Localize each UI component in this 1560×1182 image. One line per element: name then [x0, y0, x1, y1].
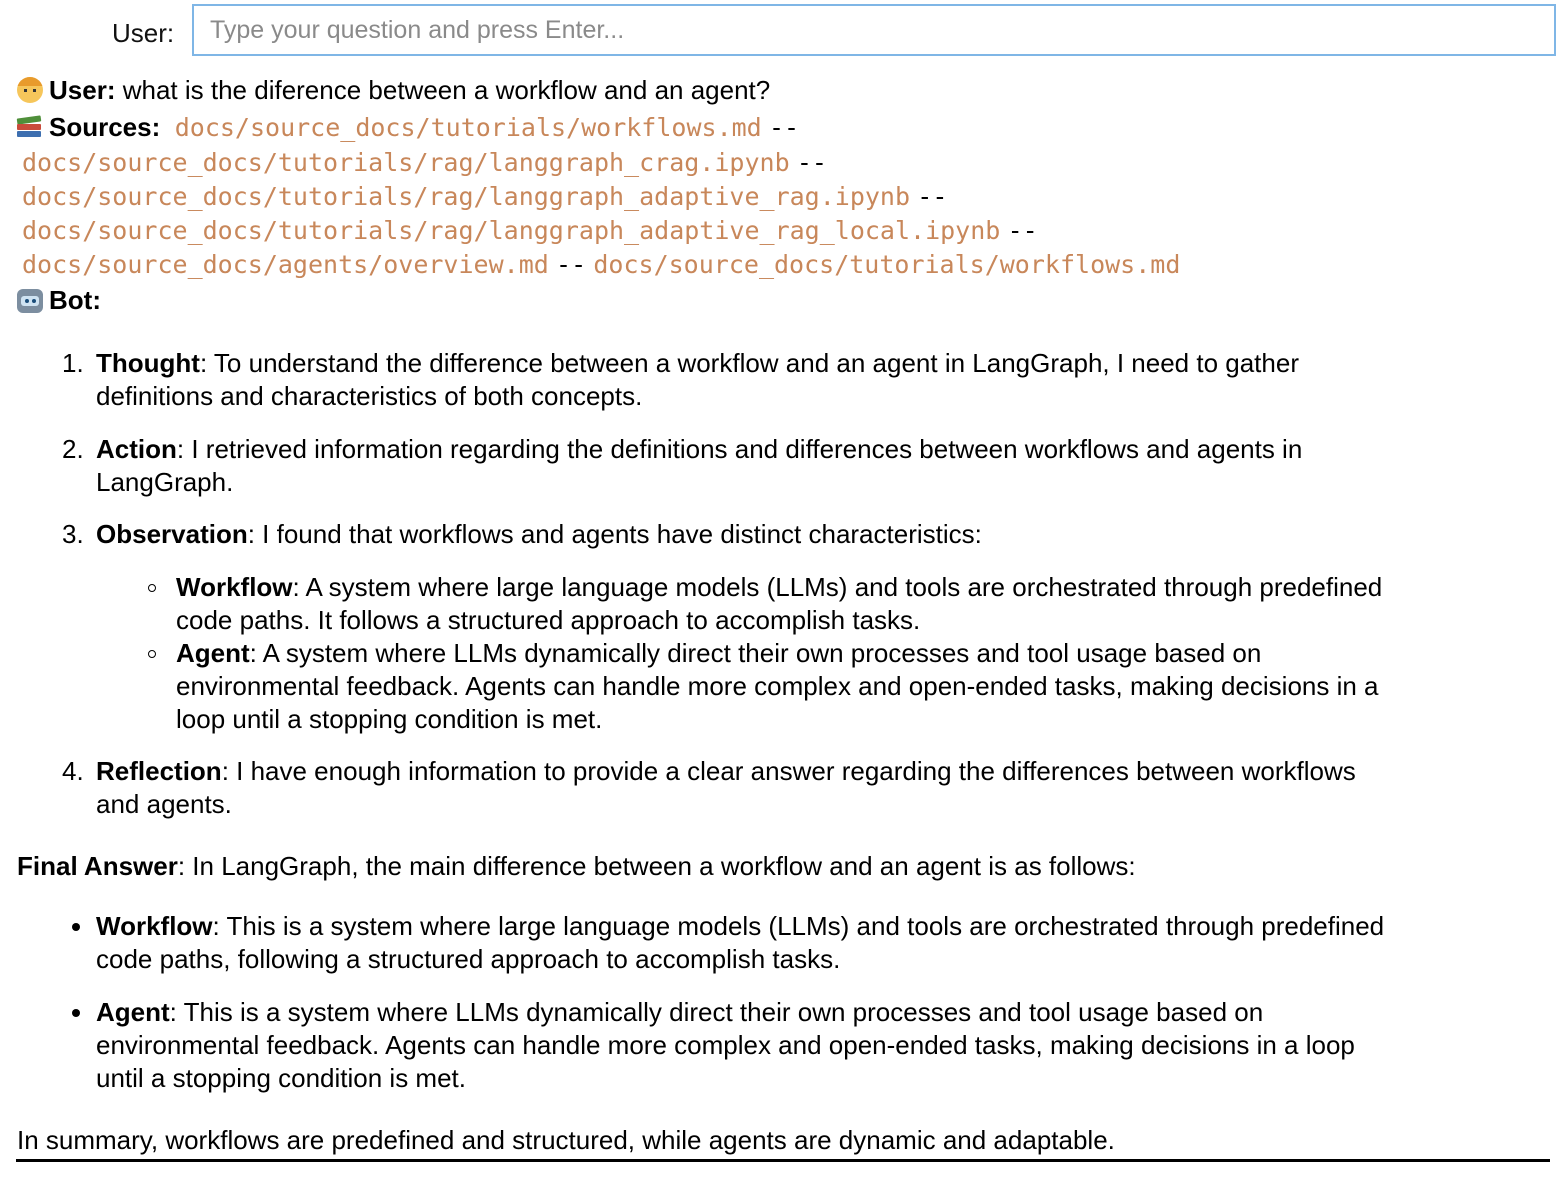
- sub-text: environmental feedback. Agents can handle more complex and open-ended tasks, making decisions in a: [176, 671, 1379, 701]
- step-text: : To understand the difference between a workflow and an agent in LangGraph, I need to gather: [199, 348, 1299, 378]
- source-link[interactable]: docs/source_docs/agents/overview.md: [22, 250, 549, 279]
- summary-text: In summary, workflows are predefined and structured, while agents are dynamic and adaptable.: [17, 1125, 1115, 1155]
- step-number: 3.: [62, 519, 84, 549]
- books-emoji-icon: [17, 117, 43, 139]
- final-answer-title: Final Answer: [17, 851, 178, 881]
- step-observation: [62, 518, 1532, 551]
- sources-label: Sources:: [49, 112, 161, 142]
- step-title: Thought: [96, 348, 200, 378]
- sources-line-4: [22, 213, 1038, 248]
- source-link[interactable]: docs/source_docs/tutorials/rag/langgraph_adaptive_rag_local.ipynb: [22, 216, 1001, 245]
- bot-label: Bot:: [49, 285, 101, 315]
- bullet-text: until a stopping condition is met.: [96, 1063, 466, 1093]
- bullet-text: environmental feedback. Agents can handle more complex and open-ended tasks, making decisions in a loop: [96, 1030, 1355, 1060]
- input-label: User:: [112, 18, 175, 48]
- final-bullet-workflow: [72, 910, 1542, 976]
- final-answer-text: : In LangGraph, the main difference between a workflow and an agent is as follows:: [177, 851, 1136, 881]
- bullet-dot-icon: [72, 1009, 80, 1017]
- step-text: : I retrieved information regarding the definitions and differences between workflows and agents in: [176, 434, 1303, 464]
- sub-text: : A system where LLMs dynamically direct their own processes and tool usage based on: [249, 638, 1262, 668]
- user-label: User:: [49, 75, 116, 105]
- step-text: : I have enough information to provide a clear answer regarding the differences between workflows: [221, 756, 1356, 786]
- source-link[interactable]: docs/source_docs/tutorials/rag/langgraph_adaptive_rag.ipynb: [22, 182, 911, 211]
- sources-line-5: [22, 247, 1180, 282]
- final-bullet-agent: [72, 996, 1542, 1095]
- step-text: LangGraph.: [96, 467, 234, 497]
- step-action: [62, 433, 1532, 499]
- sub-title: Agent: [176, 638, 250, 668]
- robot-emoji-icon: [17, 289, 43, 313]
- person-emoji-icon: [17, 77, 43, 103]
- source-link[interactable]: docs/source_docs/tutorials/workflows.md: [174, 113, 762, 142]
- step-title: Observation: [96, 519, 248, 549]
- source-separator: --: [768, 113, 800, 142]
- bullet-title: Workflow: [96, 911, 213, 941]
- step-thought: [62, 347, 1532, 413]
- source-separator: --: [1007, 216, 1038, 245]
- circle-bullet-icon: [148, 584, 156, 592]
- bullet-dot-icon: [72, 923, 80, 931]
- divider: [16, 1159, 1550, 1162]
- step-text: and agents.: [96, 789, 232, 819]
- bullet-title: Agent: [96, 997, 170, 1027]
- step-number: 1.: [62, 348, 84, 378]
- sub-text: : A system where large language models (LLMs) and tools are orchestrated through predefined: [292, 572, 1383, 602]
- sub-text: code paths. It follows a structured approach to accomplish tasks.: [176, 605, 921, 635]
- source-link[interactable]: docs/source_docs/tutorials/workflows.md: [593, 250, 1181, 279]
- bullet-text: code paths, following a structured approach to accomplish tasks.: [96, 944, 841, 974]
- sources-line-3: [22, 179, 947, 214]
- step-text: : I found that workflows and agents have distinct characteristics:: [247, 519, 982, 549]
- step-number: 2.: [62, 434, 84, 464]
- circle-bullet-icon: [148, 650, 156, 658]
- sources-line-2: [22, 145, 827, 180]
- sub-text: loop until a stopping condition is met.: [176, 704, 603, 734]
- source-separator: --: [917, 182, 948, 211]
- sub-title: Workflow: [176, 572, 293, 602]
- question-input-row: [0, 4, 1560, 58]
- bot-header: [17, 283, 101, 317]
- user-message-text: what is the diference between a workflow and an agent?: [122, 75, 771, 105]
- source-separator: --: [796, 148, 827, 177]
- sources-line-1: [17, 110, 799, 145]
- step-title: Action: [96, 434, 177, 464]
- source-link[interactable]: docs/source_docs/tutorials/rag/langgraph_crag.ipynb: [22, 148, 790, 177]
- final-answer: [17, 849, 1136, 883]
- observation-agent: [148, 637, 1538, 736]
- step-text: definitions and characteristics of both concepts.: [96, 381, 643, 411]
- bullet-text: : This is a system where large language models (LLMs) and tools are orchestrated through predefined: [212, 911, 1385, 941]
- source-separator: --: [556, 250, 587, 279]
- step-number: 4.: [62, 756, 84, 786]
- step-title: Reflection: [96, 756, 222, 786]
- user-message: [17, 73, 770, 107]
- observation-workflow: [148, 571, 1538, 637]
- question-input[interactable]: [192, 4, 1556, 56]
- step-reflection: [62, 755, 1532, 821]
- bullet-text: : This is a system where LLMs dynamically direct their own processes and tool usage based on: [169, 997, 1264, 1027]
